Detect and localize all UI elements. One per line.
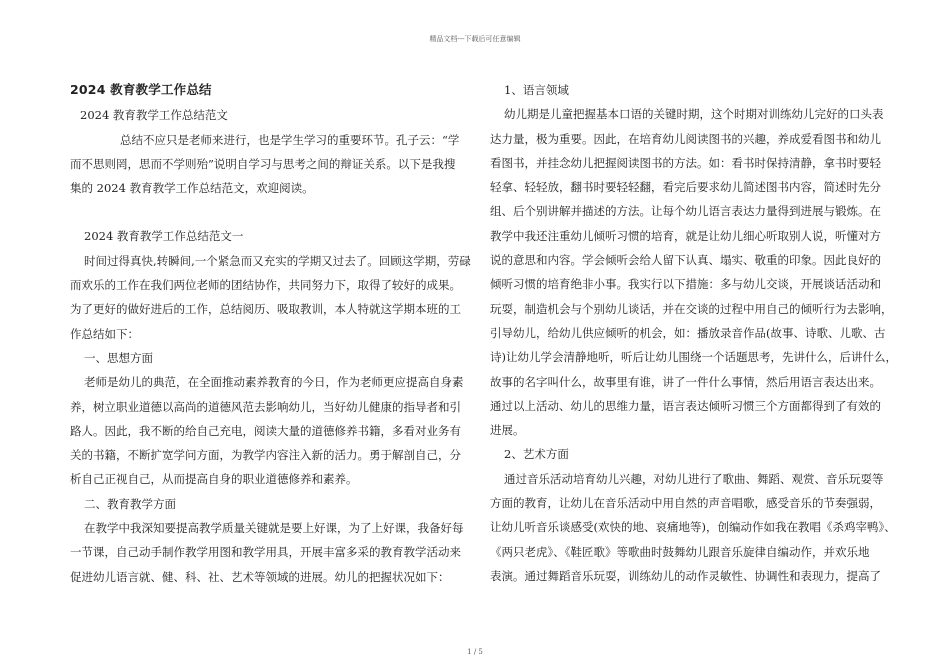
paragraph-line: 组、后个别讲解并描述的方法。让每个幼儿语言表达力量得到进展与锻炼。在 [490, 204, 881, 219]
paragraph-line: 表演。通过舞蹈音乐玩耍，训练幼儿的动作灵敏性、协调性和表现力，提高了 [490, 568, 881, 583]
paragraph-line: 时间过得真快,转瞬间,一个紧急而又充实的学期又过去了。回顾这学期，劳碌 [84, 253, 471, 268]
document-title: 2024 教育教学工作总结 [70, 82, 212, 97]
paragraph-line: 进展。 [490, 423, 525, 438]
paragraph-line: 方面的教育，让幼儿在音乐活动中用自然的声音唱歌，感受音乐的节奏强弱， [490, 496, 881, 511]
paragraph-line: 教学中我还注重幼儿倾听习惯的培育，就是让幼儿细心听取别人说，听懂对方 [490, 228, 881, 243]
section-heading: 一、思想方面 [84, 350, 153, 365]
subtitle: 2024 教育教学工作总结范文 [80, 108, 228, 123]
paragraph-line: 故事的名字叫什么，故事里有谁，讲了一件什么事情，然后用语言表达出来。 [490, 374, 881, 389]
section-title: 2024 教育教学工作总结范文一 [84, 229, 244, 244]
left-column [70, 78, 471, 589]
section-heading: 二、教育教学方面 [84, 496, 176, 511]
right-column [490, 78, 897, 588]
paragraph-line: 而欢乐的工作在我们两位老师的团结协作，共同努力下，取得了较好的成果。 [70, 278, 461, 293]
page-number: 1 / 5 [467, 648, 483, 656]
paragraph-line: 轻拿、轻轻放，翻书时要轻轻翻，看完后要求幼儿简述图书内容，简述时先分 [490, 180, 881, 195]
paragraph-line: 引导幼儿，给幼儿供应倾听的机会，如：播放录音作品(故事、诗歌、儿歌、古 [490, 325, 886, 340]
paragraph-line: 让幼儿听音乐谈感受(欢快的地、哀痛地等)，创编动作如我在教唱《杀鸡宰鸭》、 [490, 520, 896, 535]
intro-line: 而不思则罔，思而不学则殆”说明自学习与思考之间的辩证关系。以下是我搜 [70, 156, 456, 171]
paragraph-line: 关的书籍，不断扩宽学问方面，为教学内容注入新的活力。勇于解剖自己，分 [70, 448, 461, 463]
paragraph-line: 倾听习惯的培育绝非小事。我实行以下措施：多与幼儿交谈，开展谈话活动和 [490, 277, 881, 292]
paragraph-line: 促进幼儿语言就、健、科、社、艺术等领域的进展。幼儿的把握状况如下： [70, 569, 450, 584]
paragraph-line: 通过以上活动、幼儿的思维力量，语言表达倾听习惯三个方面都得到了有效的 [490, 398, 881, 413]
page-header: 精品文档---下载后可任意编辑 [429, 35, 521, 43]
paragraph-line: 养，树立职业道德以高尚的道德风范去影响幼儿，当好幼儿健康的指导者和引 [70, 399, 461, 414]
paragraph-line: 一节课，自己动手制作教学用图和教学用具，开展丰富多采的教育教学活动来 [70, 545, 461, 560]
paragraph-line: 析自己正视自己，从而提高自身的职业道德修养和素养。 [70, 472, 358, 487]
paragraph-line: 路人。因此，我不断的给自己充电，阅读大量的道德修养书籍，多看对业务有 [70, 423, 461, 438]
paragraph-line: 玩耍，制造机会与个别幼儿谈话，并在交谈的过程中用自己的倾听行为去影响， [490, 301, 893, 316]
paragraph-line: 老师是幼儿的典范，在全面推动素养教育的今日，作为老师更应提高自身素 [84, 375, 464, 390]
section-heading: 2、艺术方面 [504, 447, 569, 462]
paragraph-line: 通过音乐活动培育幼儿兴趣，对幼儿进行了歌曲、舞蹈、观赏、音乐玩耍等 [504, 471, 884, 486]
paragraph-line: 为了更好的做好进后的工作，总结阅历、吸取教训，本人特就这学期本班的工 [70, 302, 461, 317]
paragraph-line: 诗)让幼儿学会清静地听，听后让幼儿围绕一个话题思考，先讲什么，后讲什么， [490, 350, 897, 365]
paragraph-line: 作总结如下： [70, 326, 139, 341]
paragraph-line: 《两只老虎》、《鞋匠歌》等歌曲时鼓舞幼儿跟音乐旋律自编动作，并欢乐地 [490, 544, 870, 559]
paragraph-line: 看图书，并挂念幼儿把握阅读图书的方法。如：看书时保持清静，拿书时要轻 [490, 155, 881, 170]
intro-line: 集的 2024 教育教学工作总结范文，欢迎阅读。 [70, 181, 314, 196]
intro-line: 总结不应只是老师来进行，也是学生学习的重要环节。孔子云：“学 [120, 132, 460, 147]
paragraph-line: 幼儿期是儿童把握基本口语的关键时期，这个时期对训练幼儿完好的口头表 [504, 107, 884, 122]
paragraph-line: 说的意思和内容。学会倾听会给人留下认真、塌实、敬重的印象。因此良好的 [490, 253, 881, 268]
paragraph-line: 达力量，极为重要。因此，在培育幼儿阅读图书的兴趣，养成爱看图书和幼儿 [490, 131, 881, 146]
paragraph-line: 在教学中我深知要提高教学质量关键就是要上好课，为了上好课，我备好每 [84, 521, 464, 536]
section-heading: 1、语言领域 [504, 83, 569, 97]
